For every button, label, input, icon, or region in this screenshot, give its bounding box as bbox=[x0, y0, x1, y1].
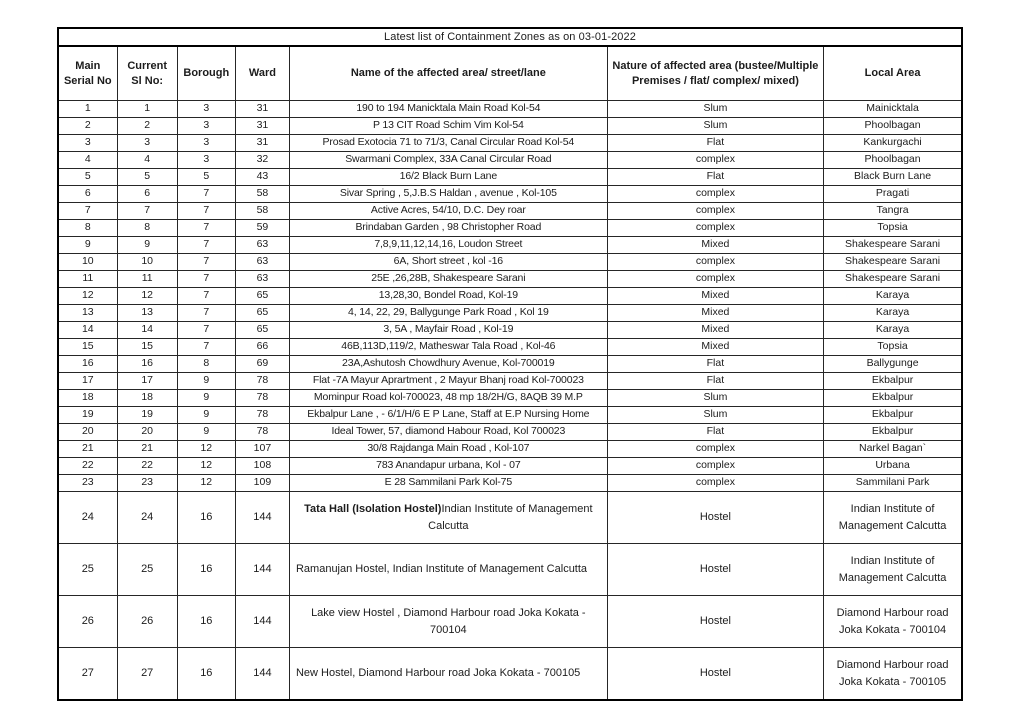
cell-ward: 78 bbox=[235, 390, 289, 407]
cell-main-serial: 20 bbox=[58, 424, 117, 441]
table-row bbox=[58, 220, 962, 237]
cell-main-serial: 13 bbox=[58, 305, 117, 322]
column-header-current-sl: Current Sl No: bbox=[117, 46, 177, 101]
cell-borough: 8 bbox=[177, 356, 235, 373]
cell-main-serial: 1 bbox=[58, 101, 117, 118]
cell-borough: 3 bbox=[177, 101, 235, 118]
cell-local-area: Indian Institute of Management Calcutta bbox=[824, 492, 962, 544]
cell-local-area: Narkel Bagan` bbox=[824, 441, 962, 458]
cell-borough: 9 bbox=[177, 390, 235, 407]
cell-nature: Mixed bbox=[607, 305, 823, 322]
cell-nature: complex bbox=[607, 271, 823, 288]
cell-ward: 66 bbox=[235, 339, 289, 356]
cell-current-sl: 7 bbox=[117, 203, 177, 220]
table-row bbox=[58, 390, 962, 407]
cell-name: 6A, Short street , kol -16 bbox=[289, 254, 607, 271]
cell-main-serial: 22 bbox=[58, 458, 117, 475]
cell-borough: 7 bbox=[177, 237, 235, 254]
cell-current-sl: 21 bbox=[117, 441, 177, 458]
table-row bbox=[58, 339, 962, 356]
cell-main-serial: 8 bbox=[58, 220, 117, 237]
cell-ward: 59 bbox=[235, 220, 289, 237]
cell-name: 25E ,26,28B, Shakespeare Sarani bbox=[289, 271, 607, 288]
cell-ward: 63 bbox=[235, 271, 289, 288]
cell-current-sl: 12 bbox=[117, 288, 177, 305]
cell-name: Ekbalpur Lane , - 6/1/H/6 E P Lane, Staff at E.P Nursing Home bbox=[289, 407, 607, 424]
cell-name: Brindaban Garden , 98 Christopher Road bbox=[289, 220, 607, 237]
table-row bbox=[58, 544, 962, 596]
table-row bbox=[58, 118, 962, 135]
cell-ward: 31 bbox=[235, 118, 289, 135]
cell-ward: 69 bbox=[235, 356, 289, 373]
cell-borough: 9 bbox=[177, 407, 235, 424]
cell-name: Prosad Exotocia 71 to 71/3, Canal Circular Road Kol-54 bbox=[289, 135, 607, 152]
cell-name: Ramanujan Hostel, Indian Institute of Management Calcutta bbox=[289, 544, 607, 596]
column-header-nature: Nature of affected area (bustee/Multiple Premises / flat/ complex/ mixed) bbox=[607, 46, 823, 101]
cell-ward: 108 bbox=[235, 458, 289, 475]
cell-ward: 144 bbox=[235, 492, 289, 544]
cell-name: Ideal Tower, 57, diamond Habour Road, Kol 700023 bbox=[289, 424, 607, 441]
cell-local-area: Shakespeare Sarani bbox=[824, 254, 962, 271]
cell-main-serial: 7 bbox=[58, 203, 117, 220]
cell-current-sl: 3 bbox=[117, 135, 177, 152]
cell-local-area: Diamond Harbour road Joka Kokata - 700105 bbox=[824, 648, 962, 701]
cell-nature: Flat bbox=[607, 356, 823, 373]
cell-nature: Mixed bbox=[607, 237, 823, 254]
cell-name: 783 Anandapur urbana, Kol - 07 bbox=[289, 458, 607, 475]
cell-name: Lake view Hostel , Diamond Harbour road Joka Kokata - 700104 bbox=[289, 596, 607, 648]
cell-current-sl: 9 bbox=[117, 237, 177, 254]
cell-main-serial: 9 bbox=[58, 237, 117, 254]
cell-main-serial: 23 bbox=[58, 475, 117, 492]
cell-name: New Hostel, Diamond Harbour road Joka Kokata - 700105 bbox=[289, 648, 607, 701]
cell-ward: 31 bbox=[235, 135, 289, 152]
cell-ward: 31 bbox=[235, 101, 289, 118]
column-header-name: Name of the affected area/ street/lane bbox=[289, 46, 607, 101]
cell-borough: 12 bbox=[177, 458, 235, 475]
cell-name: 4, 14, 22, 29, Ballygunge Park Road , Kol 19 bbox=[289, 305, 607, 322]
cell-main-serial: 5 bbox=[58, 169, 117, 186]
cell-nature: complex bbox=[607, 152, 823, 169]
column-header-row bbox=[58, 46, 962, 101]
cell-ward: 78 bbox=[235, 373, 289, 390]
cell-borough: 12 bbox=[177, 475, 235, 492]
document-page bbox=[57, 27, 963, 701]
cell-nature: complex bbox=[607, 220, 823, 237]
cell-ward: 144 bbox=[235, 544, 289, 596]
cell-current-sl: 24 bbox=[117, 492, 177, 544]
cell-nature: Slum bbox=[607, 118, 823, 135]
cell-main-serial: 2 bbox=[58, 118, 117, 135]
cell-current-sl: 26 bbox=[117, 596, 177, 648]
cell-local-area: Ekbalpur bbox=[824, 407, 962, 424]
cell-nature: Slum bbox=[607, 101, 823, 118]
cell-name: 13,28,30, Bondel Road, Kol-19 bbox=[289, 288, 607, 305]
cell-current-sl: 19 bbox=[117, 407, 177, 424]
cell-ward: 144 bbox=[235, 596, 289, 648]
cell-current-sl: 25 bbox=[117, 544, 177, 596]
cell-current-sl: 23 bbox=[117, 475, 177, 492]
cell-current-sl: 20 bbox=[117, 424, 177, 441]
cell-ward: 63 bbox=[235, 254, 289, 271]
cell-current-sl: 14 bbox=[117, 322, 177, 339]
column-header-ward: Ward bbox=[235, 46, 289, 101]
cell-nature: complex bbox=[607, 186, 823, 203]
table-row bbox=[58, 458, 962, 475]
cell-current-sl: 10 bbox=[117, 254, 177, 271]
cell-main-serial: 16 bbox=[58, 356, 117, 373]
table-row bbox=[58, 271, 962, 288]
cell-main-serial: 19 bbox=[58, 407, 117, 424]
cell-main-serial: 21 bbox=[58, 441, 117, 458]
cell-ward: 65 bbox=[235, 288, 289, 305]
cell-nature: Slum bbox=[607, 407, 823, 424]
cell-name: E 28 Sammilani Park Kol-75 bbox=[289, 475, 607, 492]
cell-ward: 107 bbox=[235, 441, 289, 458]
cell-borough: 7 bbox=[177, 322, 235, 339]
table-row bbox=[58, 237, 962, 254]
cell-nature: Flat bbox=[607, 373, 823, 390]
cell-current-sl: 4 bbox=[117, 152, 177, 169]
table-row bbox=[58, 305, 962, 322]
cell-borough: 16 bbox=[177, 544, 235, 596]
cell-borough: 5 bbox=[177, 169, 235, 186]
cell-local-area: Sammilani Park bbox=[824, 475, 962, 492]
cell-current-sl: 17 bbox=[117, 373, 177, 390]
cell-current-sl: 6 bbox=[117, 186, 177, 203]
cell-name: Swarmani Complex, 33A Canal Circular Road bbox=[289, 152, 607, 169]
cell-borough: 7 bbox=[177, 288, 235, 305]
table-row bbox=[58, 596, 962, 648]
cell-local-area: Phoolbagan bbox=[824, 152, 962, 169]
cell-borough: 3 bbox=[177, 152, 235, 169]
cell-nature: complex bbox=[607, 458, 823, 475]
cell-current-sl: 22 bbox=[117, 458, 177, 475]
cell-borough: 9 bbox=[177, 373, 235, 390]
cell-borough: 7 bbox=[177, 254, 235, 271]
table-row bbox=[58, 135, 962, 152]
cell-nature: complex bbox=[607, 441, 823, 458]
cell-local-area: Karaya bbox=[824, 305, 962, 322]
cell-borough: 7 bbox=[177, 203, 235, 220]
cell-nature: complex bbox=[607, 475, 823, 492]
cell-borough: 16 bbox=[177, 648, 235, 701]
cell-name-bold-prefix: Tata Hall (Isolation Hostel) bbox=[304, 503, 442, 515]
cell-nature: Hostel bbox=[607, 648, 823, 701]
column-header-main-serial: Main Serial No bbox=[58, 46, 117, 101]
cell-main-serial: 6 bbox=[58, 186, 117, 203]
cell-nature: Flat bbox=[607, 424, 823, 441]
cell-name: 46B,113D,119/2, Matheswar Tala Road , Kol-46 bbox=[289, 339, 607, 356]
column-header-borough: Borough bbox=[177, 46, 235, 101]
cell-main-serial: 17 bbox=[58, 373, 117, 390]
cell-current-sl: 2 bbox=[117, 118, 177, 135]
cell-main-serial: 18 bbox=[58, 390, 117, 407]
cell-nature: Flat bbox=[607, 135, 823, 152]
cell-ward: 58 bbox=[235, 203, 289, 220]
cell-borough: 7 bbox=[177, 305, 235, 322]
table-row bbox=[58, 101, 962, 118]
table-row bbox=[58, 288, 962, 305]
cell-local-area: Urbana bbox=[824, 458, 962, 475]
cell-name: 30/8 Rajdanga Main Road , Kol-107 bbox=[289, 441, 607, 458]
table-row bbox=[58, 322, 962, 339]
cell-borough: 3 bbox=[177, 118, 235, 135]
cell-local-area: Ekbalpur bbox=[824, 424, 962, 441]
cell-main-serial: 3 bbox=[58, 135, 117, 152]
cell-local-area: Indian Institute of Management Calcutta bbox=[824, 544, 962, 596]
table-row bbox=[58, 373, 962, 390]
table-body bbox=[58, 101, 962, 701]
cell-borough: 9 bbox=[177, 424, 235, 441]
cell-current-sl: 13 bbox=[117, 305, 177, 322]
cell-local-area: Topsia bbox=[824, 220, 962, 237]
cell-ward: 78 bbox=[235, 407, 289, 424]
cell-local-area: Phoolbagan bbox=[824, 118, 962, 135]
cell-main-serial: 15 bbox=[58, 339, 117, 356]
cell-main-serial: 26 bbox=[58, 596, 117, 648]
cell-current-sl: 1 bbox=[117, 101, 177, 118]
table-row bbox=[58, 441, 962, 458]
cell-local-area: Black Burn Lane bbox=[824, 169, 962, 186]
cell-borough: 7 bbox=[177, 186, 235, 203]
cell-nature: Hostel bbox=[607, 544, 823, 596]
cell-main-serial: 10 bbox=[58, 254, 117, 271]
table-row bbox=[58, 152, 962, 169]
cell-ward: 32 bbox=[235, 152, 289, 169]
cell-current-sl: 11 bbox=[117, 271, 177, 288]
cell-nature: Mixed bbox=[607, 288, 823, 305]
table-row bbox=[58, 407, 962, 424]
cell-nature: complex bbox=[607, 254, 823, 271]
cell-local-area: Karaya bbox=[824, 288, 962, 305]
table-row bbox=[58, 186, 962, 203]
cell-name: Sivar Spring , 5,J.B.S Haldan , avenue , Kol-105 bbox=[289, 186, 607, 203]
cell-ward: 63 bbox=[235, 237, 289, 254]
cell-borough: 16 bbox=[177, 492, 235, 544]
cell-local-area: Ballygunge bbox=[824, 356, 962, 373]
cell-name: 16/2 Black Burn Lane bbox=[289, 169, 607, 186]
cell-current-sl: 16 bbox=[117, 356, 177, 373]
cell-local-area: Diamond Harbour road Joka Kokata - 700104 bbox=[824, 596, 962, 648]
cell-local-area: Ekbalpur bbox=[824, 373, 962, 390]
cell-main-serial: 4 bbox=[58, 152, 117, 169]
cell-current-sl: 8 bbox=[117, 220, 177, 237]
table-row bbox=[58, 648, 962, 701]
table-row bbox=[58, 254, 962, 271]
cell-name: P 13 CIT Road Schim Vim Kol-54 bbox=[289, 118, 607, 135]
cell-nature: Hostel bbox=[607, 492, 823, 544]
cell-local-area: Topsia bbox=[824, 339, 962, 356]
cell-nature: Slum bbox=[607, 390, 823, 407]
table-row bbox=[58, 169, 962, 186]
table-row bbox=[58, 492, 962, 544]
table-row bbox=[58, 203, 962, 220]
cell-ward: 78 bbox=[235, 424, 289, 441]
table-row bbox=[58, 424, 962, 441]
cell-borough: 3 bbox=[177, 135, 235, 152]
cell-local-area: Shakespeare Sarani bbox=[824, 271, 962, 288]
cell-ward: 65 bbox=[235, 322, 289, 339]
cell-main-serial: 14 bbox=[58, 322, 117, 339]
cell-local-area: Shakespeare Sarani bbox=[824, 237, 962, 254]
cell-local-area: Kankurgachi bbox=[824, 135, 962, 152]
table-title: Latest list of Containment Zones as on 03-01-2022 bbox=[58, 28, 962, 46]
cell-current-sl: 5 bbox=[117, 169, 177, 186]
cell-current-sl: 27 bbox=[117, 648, 177, 701]
cell-borough: 12 bbox=[177, 441, 235, 458]
cell-name: Flat -7A Mayur Aprartment , 2 Mayur Bhanj road Kol-700023 bbox=[289, 373, 607, 390]
cell-name: 23A,Ashutosh Chowdhury Avenue, Kol-700019 bbox=[289, 356, 607, 373]
title-row bbox=[58, 28, 962, 46]
cell-name: Mominpur Road kol-700023, 48 mp 18/2H/G, 8AQB 39 M.P bbox=[289, 390, 607, 407]
cell-nature: complex bbox=[607, 203, 823, 220]
cell-nature: Flat bbox=[607, 169, 823, 186]
cell-ward: 109 bbox=[235, 475, 289, 492]
cell-name: Tata Hall (Isolation Hostel)Indian Institute of Management Calcutta bbox=[289, 492, 607, 544]
cell-ward: 144 bbox=[235, 648, 289, 701]
cell-ward: 65 bbox=[235, 305, 289, 322]
cell-current-sl: 18 bbox=[117, 390, 177, 407]
cell-main-serial: 11 bbox=[58, 271, 117, 288]
cell-main-serial: 27 bbox=[58, 648, 117, 701]
cell-borough: 7 bbox=[177, 220, 235, 237]
cell-name: 7,8,9,11,12,14,16, Loudon Street bbox=[289, 237, 607, 254]
cell-ward: 43 bbox=[235, 169, 289, 186]
cell-main-serial: 12 bbox=[58, 288, 117, 305]
containment-zones-table bbox=[57, 27, 963, 701]
cell-main-serial: 25 bbox=[58, 544, 117, 596]
table-row bbox=[58, 475, 962, 492]
cell-current-sl: 15 bbox=[117, 339, 177, 356]
cell-ward: 58 bbox=[235, 186, 289, 203]
cell-name: Active Acres, 54/10, D.C. Dey roar bbox=[289, 203, 607, 220]
cell-local-area: Pragati bbox=[824, 186, 962, 203]
cell-local-area: Mainicktala bbox=[824, 101, 962, 118]
cell-borough: 7 bbox=[177, 339, 235, 356]
cell-nature: Hostel bbox=[607, 596, 823, 648]
cell-borough: 7 bbox=[177, 271, 235, 288]
cell-local-area: Tangra bbox=[824, 203, 962, 220]
cell-borough: 16 bbox=[177, 596, 235, 648]
cell-nature: Mixed bbox=[607, 339, 823, 356]
cell-local-area: Ekbalpur bbox=[824, 390, 962, 407]
table-row bbox=[58, 356, 962, 373]
cell-name: 3, 5A , Mayfair Road , Kol-19 bbox=[289, 322, 607, 339]
cell-local-area: Karaya bbox=[824, 322, 962, 339]
cell-nature: Mixed bbox=[607, 322, 823, 339]
cell-main-serial: 24 bbox=[58, 492, 117, 544]
table-head bbox=[58, 28, 962, 101]
cell-name: 190 to 194 Manicktala Main Road Kol-54 bbox=[289, 101, 607, 118]
column-header-local-area: Local Area bbox=[824, 46, 962, 101]
